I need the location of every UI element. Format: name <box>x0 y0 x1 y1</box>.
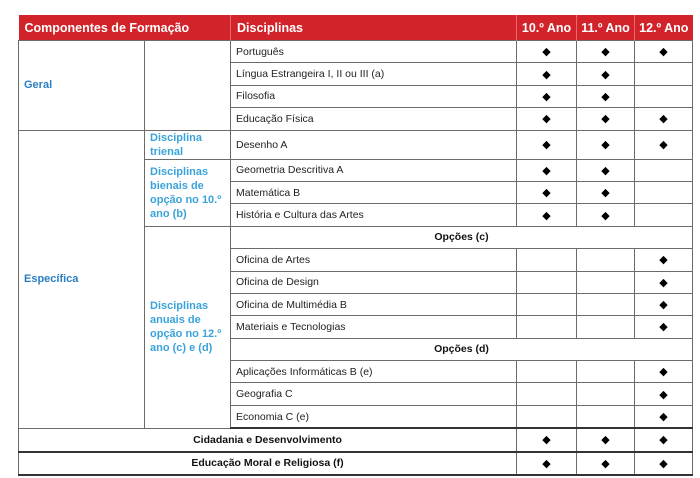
year-mark <box>577 204 635 226</box>
diamond-icon: ◆ <box>601 68 610 81</box>
year-mark <box>635 428 693 451</box>
transversal-subject: Cidadania e Desenvolvimento <box>19 428 517 451</box>
header-componentes: Componentes de Formação <box>19 15 231 41</box>
year-mark <box>517 452 577 475</box>
year-mark <box>577 428 635 451</box>
year-mark <box>577 108 635 130</box>
discipline-name: Oficina de Multimédia B <box>231 293 517 315</box>
year-mark <box>577 452 635 475</box>
discipline-name: Português <box>231 41 517 63</box>
year-mark <box>517 204 577 226</box>
discipline-name: Educação Física <box>231 108 517 130</box>
diamond-icon: ◆ <box>659 254 668 267</box>
diamond-icon: ◆ <box>601 434 610 447</box>
year-mark <box>577 63 635 85</box>
year-mark <box>577 249 635 271</box>
year-mark <box>635 130 693 159</box>
year-mark <box>577 181 635 203</box>
year-mark <box>577 383 635 405</box>
options-c-label: Opções (c) <box>231 226 693 248</box>
header-10-ano: 10.º Ano <box>517 15 577 41</box>
year-mark <box>635 316 693 338</box>
header-disciplinas: Disciplinas <box>231 15 517 41</box>
subgroup-trienal: Disciplina trienal <box>145 130 231 159</box>
diamond-icon: ◆ <box>542 113 551 126</box>
header-row <box>19 15 693 41</box>
year-mark <box>517 108 577 130</box>
diamond-icon: ◆ <box>659 139 668 152</box>
year-mark <box>577 130 635 159</box>
options-d-label: Opções (d) <box>231 338 693 360</box>
diamond-icon: ◆ <box>659 276 668 289</box>
diamond-icon: ◆ <box>542 187 551 200</box>
table-row <box>19 428 693 451</box>
header-11-ano: 11.º Ano <box>577 15 635 41</box>
year-mark <box>635 41 693 63</box>
diamond-icon: ◆ <box>542 434 551 447</box>
year-mark <box>517 405 577 428</box>
year-mark <box>577 293 635 315</box>
diamond-icon: ◆ <box>601 113 610 126</box>
year-mark <box>517 85 577 107</box>
year-mark <box>577 405 635 428</box>
discipline-name: Desenho A <box>231 130 517 159</box>
diamond-icon: ◆ <box>542 46 551 59</box>
diamond-icon: ◆ <box>542 457 551 470</box>
year-mark <box>635 159 693 181</box>
discipline-name: Economia C (e) <box>231 405 517 428</box>
year-mark <box>635 293 693 315</box>
discipline-name: Oficina de Design <box>231 271 517 293</box>
year-mark <box>577 271 635 293</box>
diamond-icon: ◆ <box>659 113 668 126</box>
year-mark <box>517 249 577 271</box>
year-mark <box>517 271 577 293</box>
year-mark <box>517 130 577 159</box>
diamond-icon: ◆ <box>659 388 668 401</box>
header-12-ano: 12.º Ano <box>635 15 693 41</box>
diamond-icon: ◆ <box>601 187 610 200</box>
year-mark <box>635 361 693 383</box>
discipline-name: História e Cultura das Artes <box>231 204 517 226</box>
table-row <box>19 130 693 159</box>
component-geral: Geral <box>19 41 145 131</box>
diamond-icon: ◆ <box>542 164 551 177</box>
year-mark <box>517 181 577 203</box>
year-mark <box>635 63 693 85</box>
year-mark <box>577 85 635 107</box>
discipline-name: Materiais e Tecnologias <box>231 316 517 338</box>
year-mark <box>517 428 577 451</box>
diamond-icon: ◆ <box>659 434 668 447</box>
year-mark <box>577 159 635 181</box>
year-mark <box>635 204 693 226</box>
year-mark <box>577 316 635 338</box>
year-mark <box>577 361 635 383</box>
diamond-icon: ◆ <box>542 68 551 81</box>
diamond-icon: ◆ <box>601 46 610 59</box>
year-mark <box>517 63 577 85</box>
diamond-icon: ◆ <box>542 209 551 222</box>
year-mark <box>517 316 577 338</box>
component-especifica: Específica <box>19 130 145 428</box>
year-mark <box>635 249 693 271</box>
year-mark <box>635 452 693 475</box>
diamond-icon: ◆ <box>659 46 668 59</box>
subgroup-anuais: Disciplinas anuais de opção no 12.º ano (c) e (d) <box>145 226 231 428</box>
table-row <box>19 452 693 475</box>
diamond-icon: ◆ <box>601 139 610 152</box>
diamond-icon: ◆ <box>601 457 610 470</box>
diamond-icon: ◆ <box>542 139 551 152</box>
discipline-name: Matemática B <box>231 181 517 203</box>
year-mark <box>517 361 577 383</box>
discipline-name: Geografia C <box>231 383 517 405</box>
diamond-icon: ◆ <box>601 164 610 177</box>
curriculum-table <box>18 15 693 476</box>
diamond-icon: ◆ <box>601 209 610 222</box>
diamond-icon: ◆ <box>659 411 668 424</box>
year-mark <box>635 181 693 203</box>
diamond-icon: ◆ <box>659 457 668 470</box>
year-mark <box>517 159 577 181</box>
discipline-name: Língua Estrangeira I, II ou III (a) <box>231 63 517 85</box>
year-mark <box>517 293 577 315</box>
diamond-icon: ◆ <box>542 90 551 103</box>
discipline-name: Filosofia <box>231 85 517 107</box>
year-mark <box>635 85 693 107</box>
table-row <box>19 41 693 63</box>
transversal-subject: Educação Moral e Religiosa (f) <box>19 452 517 475</box>
diamond-icon: ◆ <box>659 299 668 312</box>
year-mark <box>635 405 693 428</box>
year-mark <box>517 383 577 405</box>
year-mark <box>635 383 693 405</box>
diamond-icon: ◆ <box>659 321 668 334</box>
year-mark <box>635 108 693 130</box>
discipline-name: Oficina de Artes <box>231 249 517 271</box>
diamond-icon: ◆ <box>659 366 668 379</box>
subgroup-bienais: Disciplinas bienais de opção no 10.º ano (b) <box>145 159 231 226</box>
discipline-name: Aplicações Informáticas B (e) <box>231 361 517 383</box>
year-mark <box>517 41 577 63</box>
discipline-name: Geometria Descritiva A <box>231 159 517 181</box>
year-mark <box>635 271 693 293</box>
empty-subgroup <box>145 41 231 131</box>
diamond-icon: ◆ <box>601 90 610 103</box>
year-mark <box>577 41 635 63</box>
